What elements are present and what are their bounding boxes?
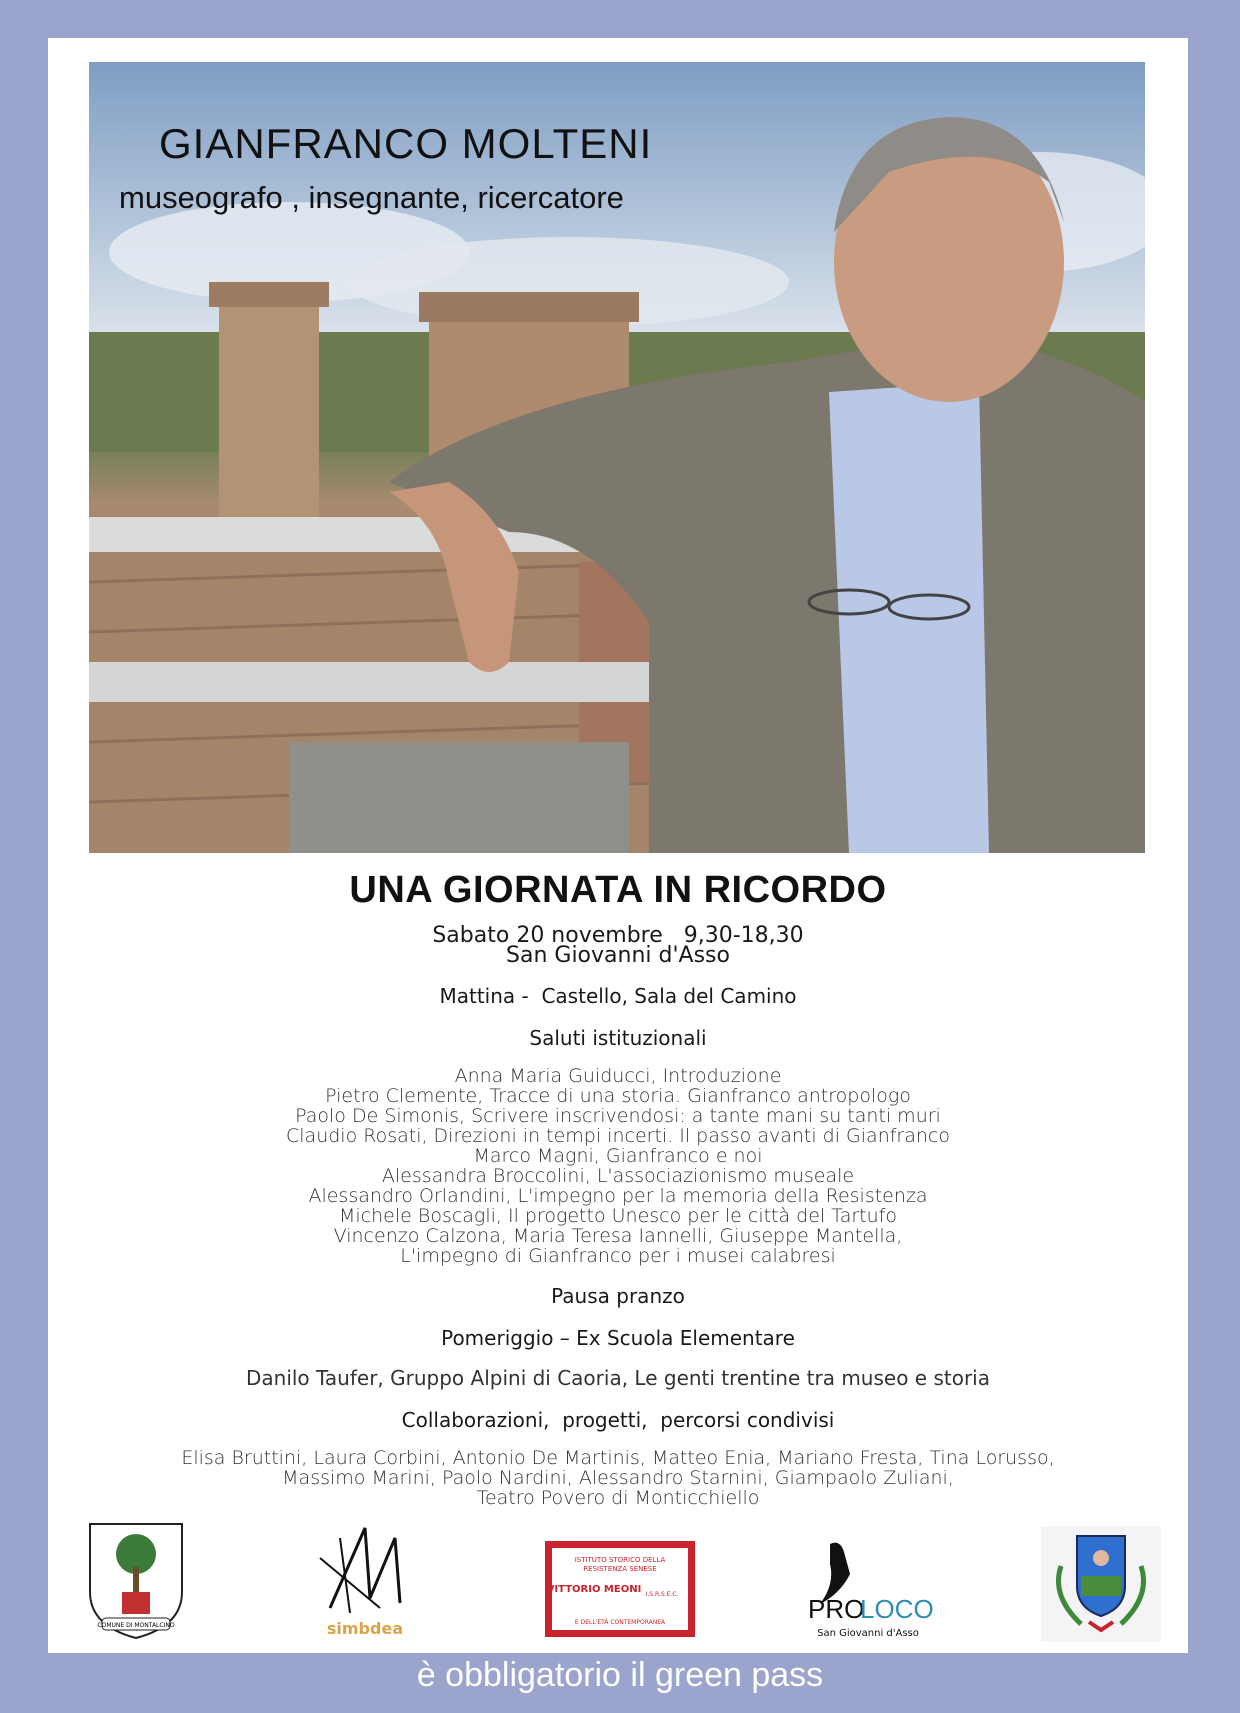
municipal-crest-logo [1041,1526,1161,1642]
sponsor-logos-row [48,1518,1188,1643]
date-place-block [48,923,1188,968]
speaker-line: Alessandra Broccolini, L'associazionismo museale [381,1165,855,1187]
afternoon-heading: Pomeriggio – Ex Scuola Elementare [441,1326,795,1350]
isrsec-logo [544,1540,696,1638]
morning-heading: Mattina - Castello, Sala del Camino [439,984,797,1008]
lunch-heading: Pausa pranzo [551,1284,685,1308]
speaker-line: Anna Maria Guiducci, Introduzione [454,1065,782,1087]
isrsec-top2-text: RESISTENZA SENESE [583,1565,657,1573]
isrsec-top-text: ISTITUTO STORICO DELLA [574,1556,666,1564]
event-date-line: Sabato 20 novembre 9,30-18,30 [432,923,804,948]
collaborators-line: Elisa Bruttini, Laura Corbini, Antonio De Martinis, Matteo Enia, Mariano Fresta, Tina Lorusso, [181,1447,1055,1469]
collaborators-line: Teatro Povero di Monticchiello [476,1487,760,1509]
green-pass-notice: è obbligatorio il green pass [416,1656,824,1694]
speaker-line: Paolo De Simonis, Scrivere inscrivendosi: a tante mani su tanti muri [295,1105,941,1127]
event-headline: UNA GIORNATA IN RICORDO [349,869,887,911]
proloco-loco-text: LOCO [860,1594,934,1624]
morning-speakers-list [48,1066,1188,1266]
isrsec-name-text: VITTORIO MEONI [546,1584,642,1595]
portrait-photo [89,62,1145,853]
simbdea-logo [310,1518,420,1640]
event-place-line: San Giovanni d'Asso [506,943,730,968]
collaborators-line: Massimo Marini, Paolo Nardini, Alessandro Starnini, Giampaolo Zuliani, [282,1467,954,1489]
comune-logo-text: COMUNE DI MONTALCINO [97,1622,175,1629]
proloco-pro-text: PRO [808,1594,865,1624]
proloco-logo [800,1534,940,1640]
simbdea-logo-text: simbdea [326,1619,404,1638]
greetings-heading: Saluti istituzionali [529,1026,707,1050]
proloco-sub-text: San Giovanni d'Asso [817,1628,919,1639]
collaborators-list [48,1448,1188,1508]
speaker-line: Alessandro Orlandini, L'impegno per la memoria della Resistenza [308,1185,928,1207]
afternoon-speaker: Danilo Taufer, Gruppo Alpini di Caoria, Le genti trentine tra museo e storia [245,1366,990,1390]
isrsec-bottom-text: E DELL'ETÀ CONTEMPORANEA [574,1619,666,1626]
person-name-title: GIANFRANCO MOLTENI [159,120,653,167]
speaker-line: Vincenzo Calzona, Maria Teresa Iannelli, Giuseppe Mantella, [333,1225,903,1247]
collaborations-heading: Collaborazioni, progetti, percorsi condivisi [401,1408,835,1432]
speaker-line: L'impegno di Gianfranco per i musei calabresi [400,1245,836,1267]
person-roles-subtitle: museografo , insegnante, ricercatore [119,180,624,215]
poster-sheet [48,38,1188,1653]
speaker-line: Michele Boscagli, Il progetto Unesco per le città del Tartufo [339,1205,897,1227]
program-content [48,868,1188,1508]
isrsec-abbr-text: I.S.R.S.E.C. [645,1591,679,1598]
comune-shield-logo [86,1522,186,1640]
speaker-line: Marco Magni, Gianfranco e noi [473,1145,763,1167]
speaker-line: Claudio Rosati, Direzioni in tempi incerti. Il passo avanti di Gianfranco [286,1125,950,1147]
speaker-line: Pietro Clemente, Tracce di una storia. Gianfranco antropologo [325,1085,911,1107]
